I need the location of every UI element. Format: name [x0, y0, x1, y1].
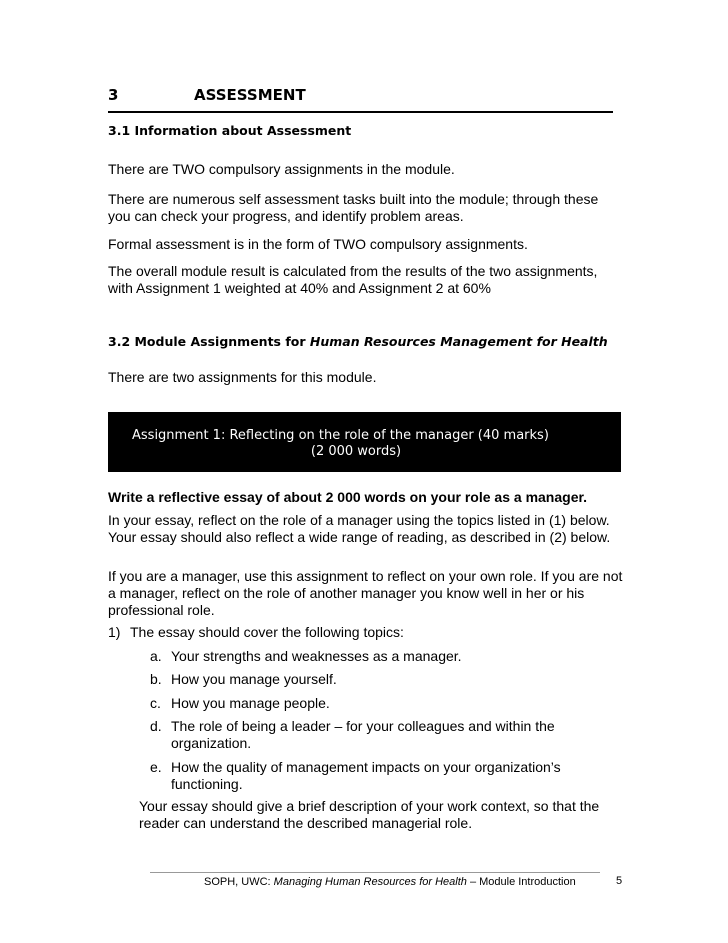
- footer: [204, 876, 576, 888]
- paragraph: Your essay should give a brief description of your work context, so that the reader can understand the described managerial role.: [139, 798, 600, 831]
- footer-prefix: SOPH, UWC:: [204, 876, 274, 888]
- list-marker: d.: [150, 718, 162, 734]
- list-item-text: How you manage people.: [171, 695, 330, 711]
- paragraph: The overall module result is calculated from the results of the two assignments, with Assignment 1 weighted at 40% and Assignment 2 at 60%: [108, 263, 598, 296]
- list-item: [150, 648, 590, 665]
- list-item: [108, 624, 623, 641]
- list-item: [150, 695, 590, 712]
- task-heading: Write a reflective essay of about 2 000 words on your role as a manager.: [108, 489, 588, 505]
- section-divider: [108, 111, 613, 113]
- assignment-1-banner: [108, 412, 621, 472]
- list-item-text: How you manage yourself.: [171, 671, 337, 687]
- list-item: [150, 718, 590, 752]
- footer-divider: [150, 872, 600, 873]
- list-item-text: Your strengths and weaknesses as a manager.: [171, 648, 462, 664]
- list-item: [150, 759, 590, 793]
- paragraph: There are two assignments for this module.: [108, 369, 377, 385]
- page-number: 5: [616, 875, 623, 887]
- paragraph: In your essay, reflect on the role of a manager using the topics listed in (1) below. Your essay should also reflect a wide range of reading, as described in (2) below.: [108, 512, 611, 545]
- module-name: Human Resources Management for Health: [309, 334, 608, 349]
- subsection-3-1-title: 3.1 Information about Assessment: [108, 123, 352, 138]
- section-number: 3: [108, 86, 119, 104]
- list-item: [150, 671, 590, 688]
- assignment-1-title: Assignment 1: Reflecting on the role of the manager (40 marks): [132, 428, 549, 443]
- list-marker: e.: [150, 759, 162, 775]
- footer-suffix: – Module Introduction: [466, 876, 576, 888]
- list-item-text: The role of being a leader – for your colleagues and within the organization.: [171, 718, 555, 751]
- paragraph: If you are a manager, use this assignment to reflect on your own role. If you are not a manager, reflect on the role of another manager you know well in her or his professional role.: [108, 568, 623, 618]
- paragraph: Formal assessment is in the form of TWO compulsory assignments.: [108, 236, 528, 252]
- list-marker: b.: [150, 671, 162, 687]
- subsection-3-2-prefix: 3.2 Module Assignments for: [108, 334, 310, 349]
- list-item-text: The essay should cover the following topics:: [130, 624, 404, 640]
- list-marker: 1): [108, 624, 121, 640]
- paragraph: There are numerous self assessment tasks built into the module; through these you can check your progress, and identify problem areas.: [108, 191, 599, 224]
- section-title: ASSESSMENT: [194, 86, 306, 104]
- footer-module-title: Managing Human Resources for Health: [273, 876, 467, 888]
- paragraph: There are TWO compulsory assignments in the module.: [108, 161, 455, 177]
- list-marker: c.: [150, 695, 161, 711]
- list-item-text: How the quality of management impacts on your organization’s functioning.: [171, 759, 561, 792]
- subsection-3-2-title: [108, 334, 608, 349]
- list-marker: a.: [150, 648, 162, 664]
- assignment-1-word-count: (2 000 words): [310, 444, 402, 459]
